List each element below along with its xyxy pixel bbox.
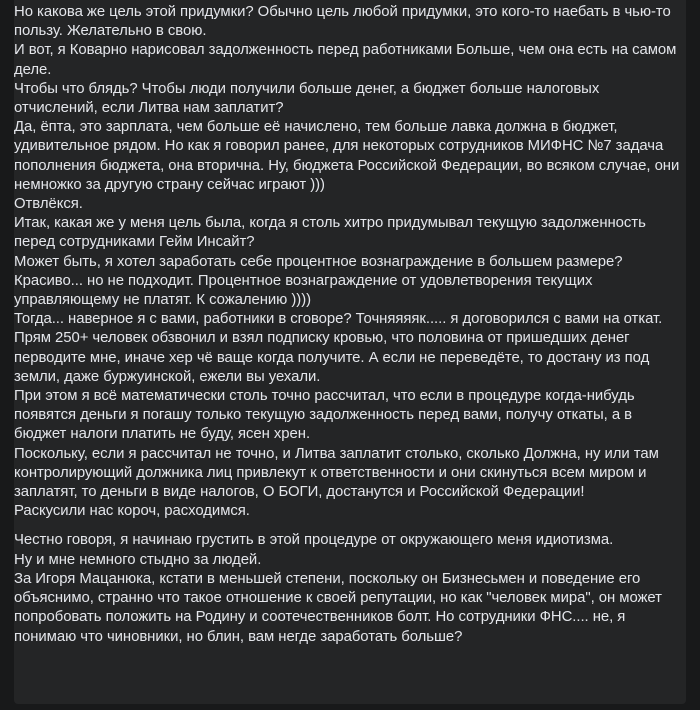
paragraph: Но какова же цель этой придумки? Обычно цель любой придумки, это кого-то наебать в чью-то пользу. Желательно в свою. xyxy=(14,4,671,40)
paragraph: Может быть, я хотел заработать себе процентное вознаграждение в большем размере? Красиво... но не подходит. Процентное вознаграждение от удовлетворения текущих управляющему не платят. К сожалению )))) xyxy=(14,253,623,309)
post-body xyxy=(14,0,686,704)
paragraph: Ну и мне немного стыдно за людей. xyxy=(14,551,262,568)
post-text xyxy=(14,3,686,647)
paragraph: Отвлёкся. xyxy=(14,196,83,213)
paragraph: Итак, какая же у меня цель была, когда я столь хитро придумывал текущую задолженность перед сотрудниками Гейм Инсайт? xyxy=(14,215,646,251)
paragraph: Чтобы что блядь? Чтобы люди получили больше денег, а бюджет больше налоговых отчислений, если Литва нам заплатит? xyxy=(14,80,600,117)
paragraph: Поскольку, если я рассчитал не точно, и Литва заплатит столько, сколько Должна, ну или там контролирующий должника лиц привлекут к ответственности и они скинуться всем миром и заплатят, то деньги в виде налогов, О БОГИ, достанутся и Российской Федерации! xyxy=(14,445,659,501)
paragraph: При этом я всё математически столь точно рассчитал, что если в процедуре когда-нибудь появятся деньги я погашу только текущую задолженность перед вами, получу откаты, а в бюджет налоги платить не буду, ясен хрен. xyxy=(14,388,635,443)
paragraph: И вот, я Коварно нарисовал задолженность перед работниками Больше, чем она есть на самом деле. xyxy=(14,42,677,78)
paragraph: Честно говоря, я начинаю грустить в этой процедуре от окружающего меня идиотизма. xyxy=(14,532,614,549)
paragraph: Раскусили нас короч, расходимся. xyxy=(14,503,250,520)
paragraph: Да, ёпта, это зарплата, чем больше её начислено, тем больше лавка должна в бюджет, удивительное рядом. Но как я говорил ранее, для некоторых сотрудников МИФНС №7 задача пополнения бюджета, она вторична. Ну, бюджета Российской Федерации, во всяком случае, они немножко за другую страну сейчас играют ))) xyxy=(14,119,680,193)
paragraph: За Игоря Мацанюка, кстати в меньшей степени, поскольку он Бизнесьмен и поведение его объяснимо, странно что такое отношение к своей репутации, но как "человек мира", он может попробовать положить на Родину и соотечественников болт. Но сотрудники ФНС.... не, я понимаю что чиновники, но блин, вам негде заработать больше? xyxy=(14,570,662,645)
paragraph: Тогда... наверное я с вами, работники в сговоре? Точняяяяк..... я договорился с вами на откат. Прям 250+ человек обзвонил и взял подписку кровью, что половина от пришедших денег перводите мне, иначе хер чё ваще когда получите. А если не переведёте, то достану из под земли, даже буржуинской, ежели вы уехали. xyxy=(14,311,663,385)
